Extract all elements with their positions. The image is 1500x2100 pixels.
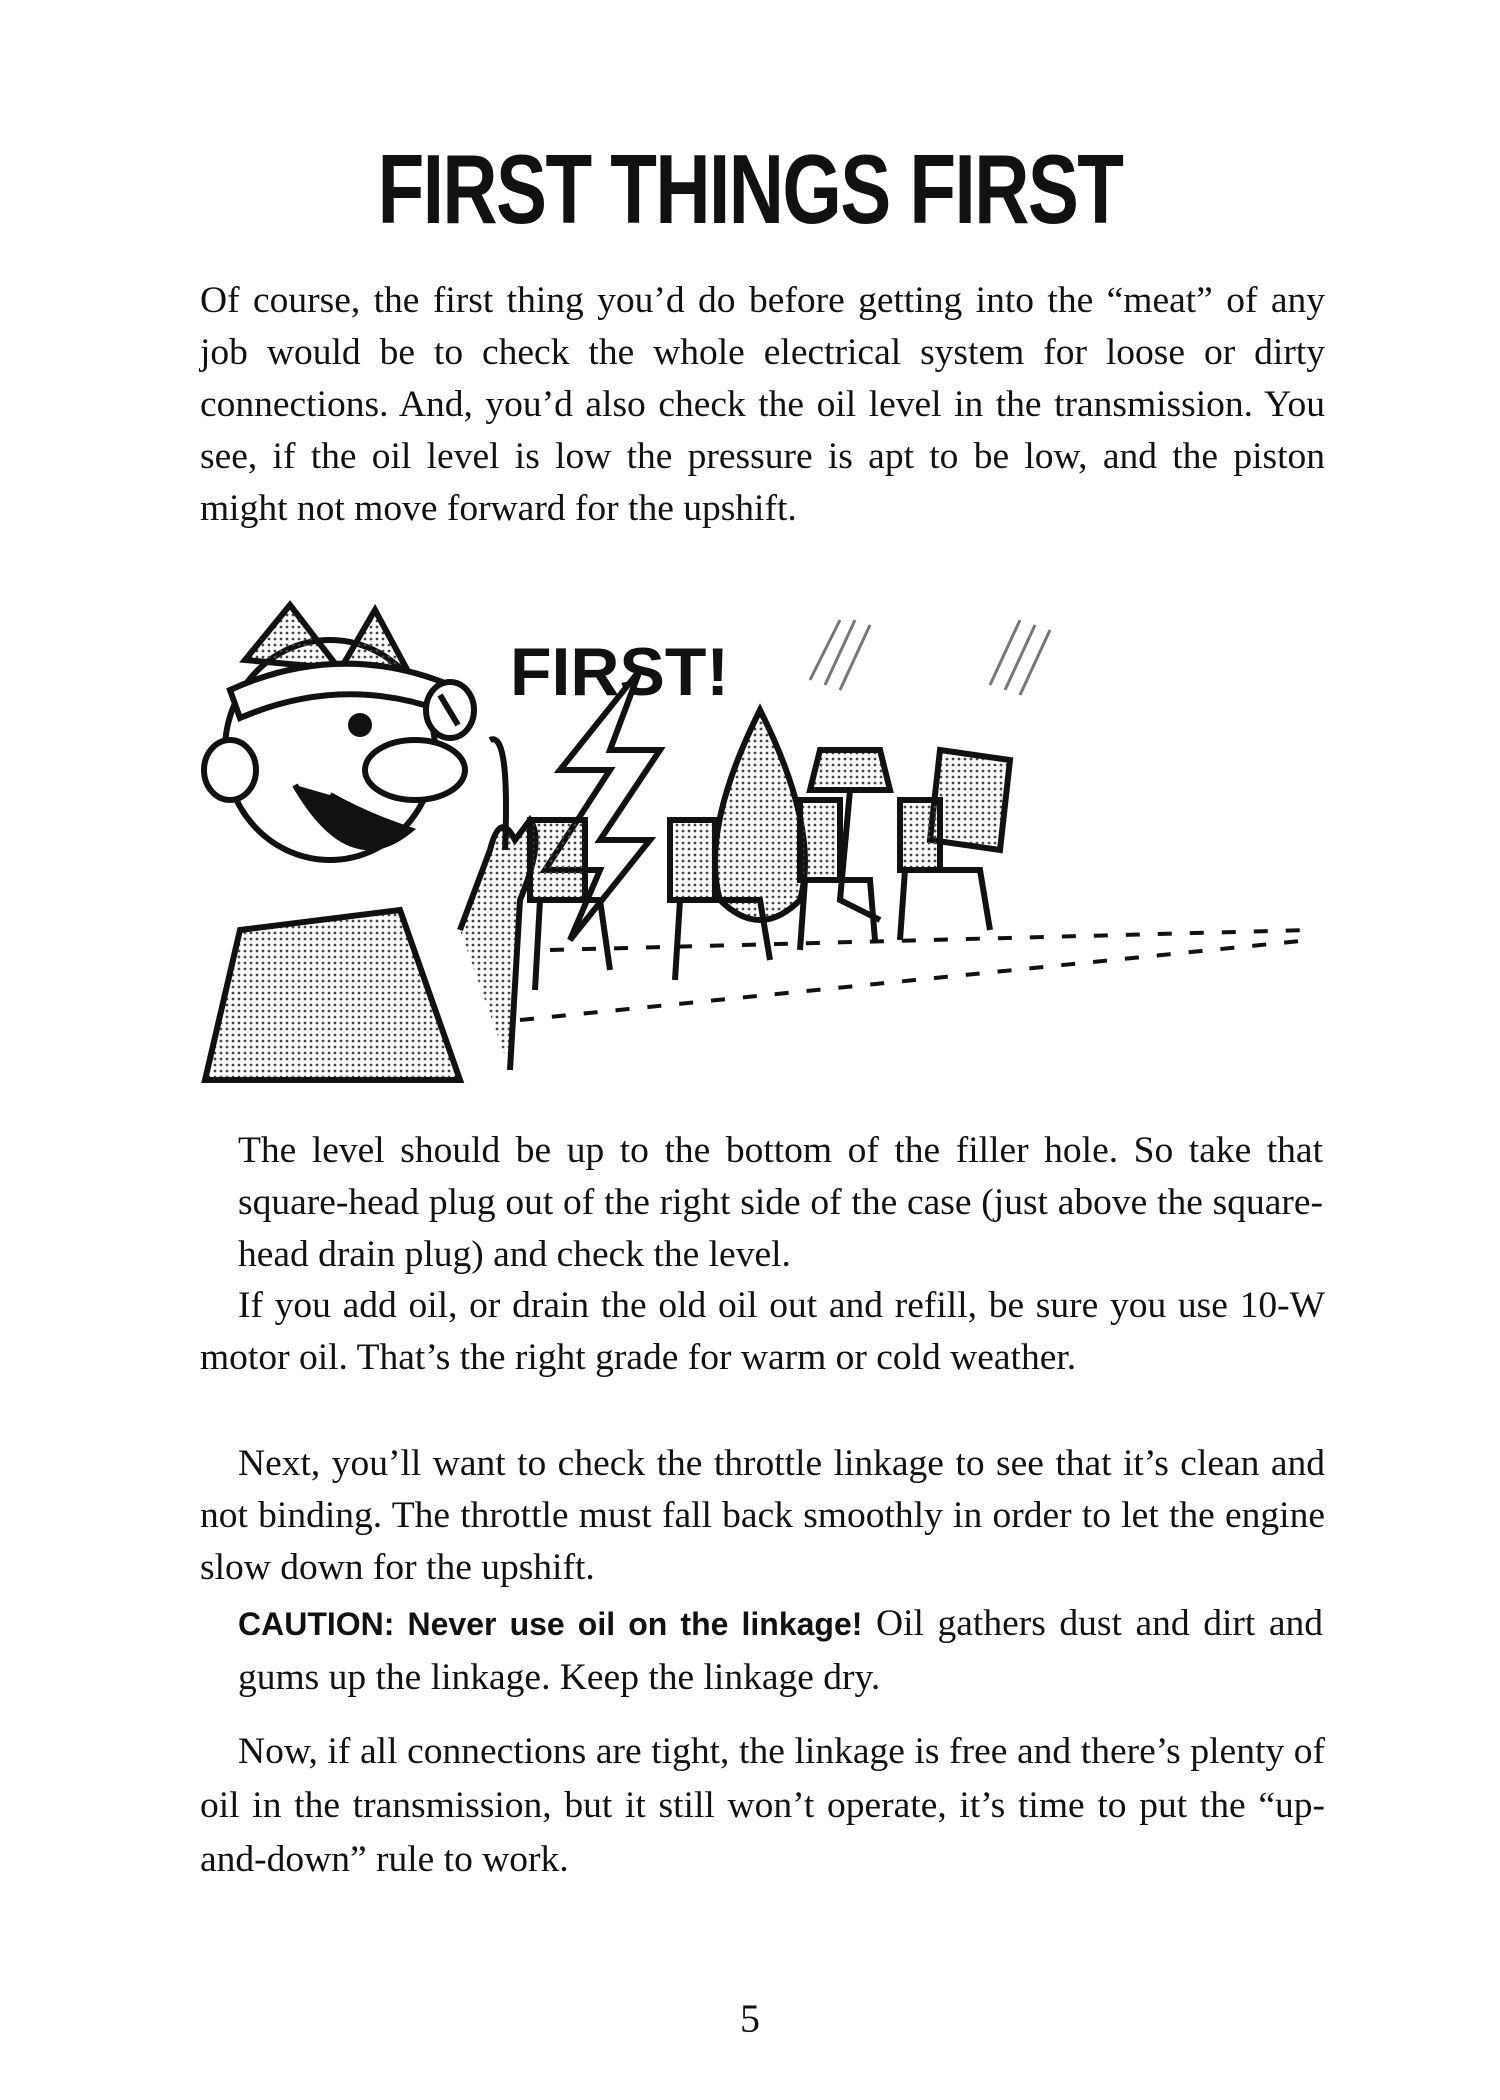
caution-label: CAUTION: Never use oil on the linkage! [238,1606,863,1642]
lightning-bolt-icon [530,670,660,990]
caution-paragraph [238,1597,1323,1705]
oil-drop-icon [670,710,805,980]
shout-caption: FIRST! [510,634,730,710]
page-title: FIRST THINGS FIRST [377,134,1123,244]
floor-lines [520,930,1310,1020]
motor-oil-paragraph: If you add oil, or drain the old oil out and refill, be sure you use 10-W motor oil. That’s the right grade for warm or cold weather. [200,1285,1325,1378]
lamp-icon [800,750,890,950]
intro-paragraph: Of course, the first thing you’d do before getting into the “meat” of any job would be to check the whole electrical system for loose or dirty connections. And, you’d also check the oil level in the transmission. You see, if the oil level is low the pressure is apt to be low, and the piston might not move forward for the upshift. [200,280,1325,529]
up-and-down-rule-paragraph: Now, if all connections are tight, the linkage is free and there’s plenty of oil in the transmission, but it still won’t operate, it’s time to put the “up-and-down” rule to work. [200,1731,1325,1880]
throttle-linkage-paragraph: Next, you’ll want to check the throttle linkage to see that it’s clean and not binding. The throttle must fall back smoothly in order to let the engine slow down for the upshift. [200,1443,1325,1588]
filler-level-paragraph: The level should be up to the bottom of the filler hole. So take that square-head plug out of the right side of the case (just above the square-head drain plug) and check the level. [238,1130,1323,1275]
caution-text: Oil gathers dust and dirt and gums up the linkage. Keep the linkage dry. [238,1603,1323,1698]
cartoon-illustration [200,600,1330,1100]
mechanic-icon [204,605,536,1080]
motion-hatch-icon [810,620,1050,695]
battery-icon [900,750,1010,940]
page-number: 5 [740,1996,760,2041]
